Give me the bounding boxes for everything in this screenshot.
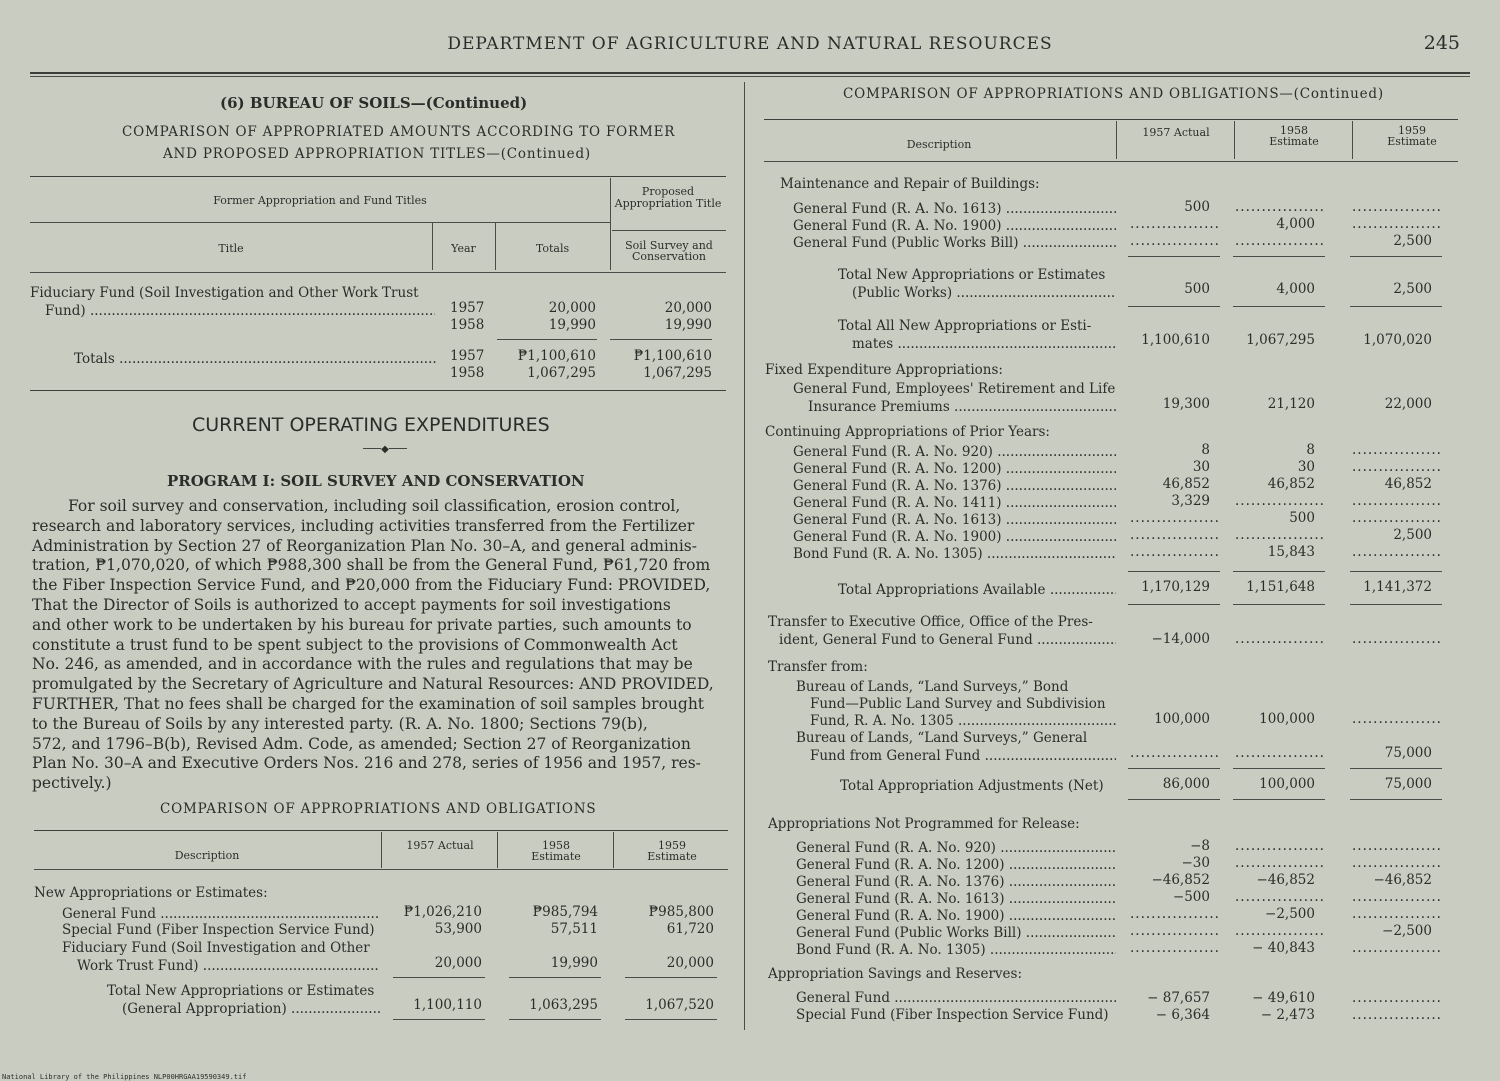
table1-top-rule [30, 176, 726, 177]
table2-row-label: Fiduciary Fund (Soil Investigation and Other [62, 940, 370, 956]
table2-vrule [381, 832, 382, 868]
sum-rule [1233, 604, 1325, 605]
table2-sum-rule [509, 977, 601, 978]
table1-col-year: Year [451, 242, 476, 255]
empty-leader [1352, 459, 1440, 475]
table1-head-former: Former Appropriation and Fund Titles [213, 194, 427, 207]
value-cell: 4,000 [1276, 216, 1315, 232]
right-vrule [1116, 121, 1117, 159]
table1-soil-value: 20,000 [664, 300, 712, 316]
sum-rule [1128, 306, 1220, 307]
body-line: the Fiber Inspection Service Fund, and ₱20,000 from the Fiduciary Fund: PROVIDED, [32, 576, 711, 595]
row-label: Fund—Public Land Survey and Subdivision [810, 696, 1106, 712]
value-cell: 1,151,648 [1246, 579, 1315, 595]
right-head-bottom-rule [764, 161, 1458, 162]
value-cell: 15,843 [1267, 544, 1315, 560]
value-cell: 75,000 [1384, 776, 1432, 792]
table1-year: 1958 [450, 317, 485, 333]
row-label: General Fund (R. A. No. 1376) ..... [796, 874, 1116, 890]
empty-leader [1235, 631, 1323, 647]
value-cell: 500 [1289, 510, 1315, 526]
table1-total-value: ₱1,100,610 [517, 348, 596, 364]
sum-rule [1233, 256, 1325, 257]
value-cell: −500 [1172, 889, 1210, 905]
table1-mid-rule [30, 222, 610, 223]
body-line: For soil survey and conservation, including soil classification, erosion control, [68, 497, 681, 515]
row-label: Bond Fund (R. A. No. 1305) ..... [793, 546, 1116, 562]
table2-group-heading: New Appropriations or Estimates: [34, 885, 268, 901]
empty-leader [1352, 510, 1440, 526]
table2-row-label: General Fund ..... [62, 906, 380, 922]
row-label: Total Appropriation Adjustments (Net) [840, 778, 1104, 794]
comparison2-title: COMPARISON OF APPROPRIATIONS AND OBLIGATIONS [160, 801, 597, 817]
table2-row-label: Special Fund (Fiber Inspection Service Fund) [62, 922, 375, 938]
comparison-title-2: AND PROPOSED APPROPRIATION TITLES—(Continued) [163, 146, 591, 162]
value-cell: 8 [1306, 442, 1315, 458]
body-line: pectively.) [32, 774, 112, 793]
empty-leader [1130, 745, 1218, 761]
row-label: Bond Fund (R. A. No. 1305) ..... [796, 942, 1116, 958]
table1-year: 1958 [450, 365, 485, 381]
row-label: General Fund (R. A. No. 1900) ..... [793, 529, 1116, 545]
table2-sum-rule [625, 1019, 717, 1020]
right-col-1957: 1957 Actual [1142, 126, 1210, 139]
body-line: to the Bureau of Soils by any interested party. (R. A. No. 1800; Sections 79(b), [32, 714, 648, 733]
value-cell: −46,852 [1151, 872, 1210, 888]
empty-leader [1352, 199, 1440, 215]
empty-leader [1235, 889, 1323, 905]
right-col-1958: 1958 Estimate [1269, 124, 1319, 148]
table2-value: 1,063,295 [529, 997, 598, 1013]
value-cell: 8 [1201, 442, 1210, 458]
value-cell: 46,852 [1384, 476, 1432, 492]
table1-year: 1957 [450, 348, 485, 364]
table2-head-bottom-rule [34, 869, 728, 870]
empty-leader [1352, 631, 1440, 647]
value-cell: 2,500 [1393, 281, 1432, 297]
empty-leader [1130, 510, 1218, 526]
row-label: Transfer from: [768, 659, 868, 675]
table1-sum-rule2 [610, 339, 712, 340]
value-cell: − 2,473 [1260, 1007, 1315, 1023]
row-label: (Public Works) ..... [852, 285, 1116, 301]
ornament-divider: ───◆─── [363, 444, 407, 455]
value-cell: 1,141,372 [1363, 579, 1432, 595]
table2-sum-rule [509, 1019, 601, 1020]
row-label: Special Fund (Fiber Inspection Service Fund) [796, 1007, 1109, 1023]
value-cell: 2,500 [1393, 233, 1432, 249]
table1-total-value: 20,000 [548, 300, 596, 316]
empty-leader [1352, 442, 1440, 458]
value-cell: 3,329 [1171, 493, 1210, 509]
value-cell: 100,000 [1154, 711, 1210, 727]
empty-leader [1352, 544, 1440, 560]
value-cell: 22,000 [1384, 396, 1432, 412]
row-label: General Fund (R. A. No. 1200) ..... [796, 857, 1116, 873]
value-cell: 1,067,295 [1246, 332, 1315, 348]
page-number: 245 [1423, 32, 1460, 54]
row-label: General Fund (R. A. No. 1900) ..... [796, 908, 1116, 924]
body-line: No. 246, as amended, and in accordance with the rules and regulations that may be [32, 655, 693, 674]
value-cell: 100,000 [1259, 711, 1315, 727]
sum-rule [1233, 306, 1325, 307]
row-label: General Fund, Employees' Retirement and Life [793, 381, 1116, 397]
value-cell: − 6,364 [1155, 1007, 1210, 1023]
right-table-top-rule [764, 119, 1458, 120]
row-label: General Fund (R. A. No. 1411) ..... [793, 495, 1116, 511]
right-col-desc: Description [906, 138, 972, 151]
right-col-1959: 1959 Estimate [1387, 124, 1437, 148]
value-cell: 19,300 [1162, 396, 1210, 412]
empty-leader [1235, 527, 1323, 543]
row-label: General Fund (Public Works Bill) ..... [793, 235, 1116, 251]
table2-sum-rule [393, 977, 485, 978]
body-line: Plan No. 30–A and Executive Orders Nos. 216 and 278, series of 1956 and 1957, res- [32, 754, 701, 773]
row-label: General Fund (R. A. No. 1900) ..... [793, 218, 1116, 234]
right-vrule [1234, 121, 1235, 159]
table2-sum-rule [625, 977, 717, 978]
table1-total-value: 19,990 [548, 317, 596, 333]
value-cell: 100,000 [1259, 776, 1315, 792]
value-cell: 1,100,610 [1141, 332, 1210, 348]
value-cell: 2,500 [1393, 527, 1432, 543]
table2-value: ₱985,794 [532, 904, 598, 920]
value-cell: 1,170,129 [1141, 579, 1210, 595]
table2-value: 20,000 [434, 955, 482, 971]
empty-leader [1235, 745, 1323, 761]
sum-rule [1350, 604, 1442, 605]
empty-leader [1130, 233, 1218, 249]
row-label: Transfer to Executive Office, Office of the Pres- [768, 614, 1093, 630]
value-cell: −14,000 [1151, 631, 1210, 647]
right-vrule [1352, 121, 1353, 159]
table2-vrule [613, 832, 614, 868]
value-cell: − 40,843 [1252, 940, 1315, 956]
empty-leader [1352, 906, 1440, 922]
table1-soil-value: 19,990 [664, 317, 712, 333]
empty-leader [1352, 711, 1440, 727]
value-cell: 86,000 [1162, 776, 1210, 792]
value-cell: 21,120 [1267, 396, 1315, 412]
value-cell: − 87,657 [1147, 990, 1210, 1006]
row-label: mates ..... [852, 336, 1116, 352]
body-line: research and laboratory services, including activities transferred from the Fertilizer [32, 516, 695, 535]
value-cell: −8 [1190, 838, 1210, 854]
row-label: General Fund (R. A. No. 1376) ..... [793, 478, 1116, 494]
row-label: Total Appropriations Available ..... [838, 582, 1116, 598]
row-label: ident, General Fund to General Fund ..... [779, 632, 1116, 648]
value-cell: 30 [1192, 459, 1210, 475]
value-cell: 46,852 [1162, 476, 1210, 492]
section-title: (6) BUREAU OF SOILS—(Continued) [220, 94, 528, 112]
table2-value: 53,900 [434, 921, 482, 937]
row-label: Insurance Premiums ..... [808, 399, 1116, 415]
value-cell: −46,852 [1373, 872, 1432, 888]
sum-rule [1350, 256, 1442, 257]
right-table-title: COMPARISON OF APPROPRIATIONS AND OBLIGATIONS—(Continued) [843, 86, 1384, 102]
sum-rule [1128, 604, 1220, 605]
table1-sum-rule [497, 339, 597, 340]
row-label: Total New Appropriations or Estimates [838, 267, 1106, 283]
table1-row-label: Fiduciary Fund (Soil Investigation and Other Work Trust [30, 285, 419, 301]
header-rule [30, 72, 1470, 74]
table1-col-totals: Totals [535, 242, 570, 255]
value-cell: 75,000 [1384, 745, 1432, 761]
table1-head-proposed: Proposed Appropriation Title [614, 185, 722, 210]
comparison-title-1: COMPARISON OF APPROPRIATED AMOUNTS ACCORDING TO FORMER [122, 124, 676, 140]
row-label: Fund from General Fund ..... [810, 748, 1116, 764]
table2-value: 61,720 [666, 921, 714, 937]
body-line: tration, ₱1,070,020, of which ₱988,300 shall be from the General Fund, ₱61,720 from [32, 556, 711, 575]
empty-leader [1130, 216, 1218, 232]
body-line: Administration by Section 27 of Reorganization Plan No. 30–A, and general adminis- [32, 536, 697, 555]
table2-col-1957: 1957 Actual [406, 839, 474, 852]
row-label: General Fund ..... [796, 990, 1116, 1006]
empty-leader [1130, 906, 1218, 922]
row-label: General Fund (R. A. No. 920) ..... [796, 840, 1116, 856]
empty-leader [1130, 923, 1218, 939]
table1-totals-label: Totals ..... [74, 351, 436, 367]
table1-row-label2: Fund) ..... [45, 303, 435, 319]
page-header: DEPARTMENT OF AGRICULTURE AND NATURAL RESOURCES [447, 34, 1053, 54]
sum-rule [1128, 799, 1220, 800]
row-label: General Fund (R. A. No. 1613) ..... [793, 201, 1116, 217]
table2-value: 57,511 [550, 921, 598, 937]
row-label: Appropriation Savings and Reserves: [768, 966, 1023, 982]
row-label: General Fund (R. A. No. 920) ..... [793, 444, 1116, 460]
value-cell: −30 [1181, 855, 1210, 871]
empty-leader [1130, 940, 1218, 956]
table2-total-label: Total New Appropriations or Estimates [107, 983, 375, 999]
value-cell: 500 [1184, 281, 1210, 297]
row-label: Fund, R. A. No. 1305 ..... [810, 713, 1116, 729]
row-label: General Fund (R. A. No. 1200) ..... [793, 461, 1116, 477]
value-cell: 30 [1297, 459, 1315, 475]
table1-mid-rule2 [612, 230, 726, 231]
row-label: Maintenance and Repair of Buildings: [780, 176, 1040, 192]
sum-rule [1350, 768, 1442, 769]
body-line: constitute a trust fund to be spent subject to the provisions of Commonwealth Act [32, 635, 678, 654]
empty-leader [1352, 855, 1440, 871]
value-cell: −46,852 [1256, 872, 1315, 888]
empty-leader [1130, 544, 1218, 560]
sum-rule [1350, 306, 1442, 307]
header-rule-thin [30, 76, 1470, 77]
row-label: General Fund (R. A. No. 1613) ..... [793, 512, 1116, 528]
table1-head-bottom-rule [30, 272, 726, 273]
row-label: Continuing Appropriations of Prior Years: [765, 424, 1050, 440]
table2-row-label2: Work Trust Fund) ..... [77, 958, 380, 974]
value-cell: 500 [1184, 199, 1210, 215]
value-cell: − 49,610 [1252, 990, 1315, 1006]
empty-leader [1352, 940, 1440, 956]
table2-vrule [497, 832, 498, 868]
table2-top-rule [34, 830, 728, 831]
value-cell: 46,852 [1267, 476, 1315, 492]
empty-leader [1352, 493, 1440, 509]
table2-value: 1,100,110 [413, 997, 482, 1013]
empty-leader [1352, 889, 1440, 905]
table2-col-1958: 1958 Estimate [531, 839, 581, 863]
table1-soil-value: 1,067,295 [643, 365, 712, 381]
empty-leader [1235, 855, 1323, 871]
table1-col-title: Title [218, 242, 244, 255]
sum-rule [1233, 768, 1325, 769]
table1-col-soil: Soil Survey and Conservation [625, 239, 713, 263]
row-label: Appropriations Not Programmed for Release: [768, 816, 1080, 832]
value-cell: 4,000 [1276, 281, 1315, 297]
table2-value: ₱1,026,210 [403, 904, 482, 920]
empty-leader [1235, 199, 1323, 215]
table2-value: ₱985,800 [648, 904, 714, 920]
row-label: General Fund (Public Works Bill) ..... [796, 925, 1116, 941]
table2-value: 20,000 [666, 955, 714, 971]
table1-soil-value: ₱1,100,610 [633, 348, 712, 364]
empty-leader [1235, 923, 1323, 939]
sum-rule [1233, 799, 1325, 800]
body-line: That the Director of Soils is authorized to accept payments for soil investigations [32, 595, 671, 614]
row-label: General Fund (R. A. No. 1613) ..... [796, 891, 1116, 907]
body-line: FURTHER, That no fees shall be charged for the examination of soil samples brought [32, 694, 705, 713]
sum-rule [1128, 768, 1220, 769]
sum-rule [1233, 571, 1325, 572]
empty-leader [1352, 216, 1440, 232]
table1-vrule [610, 178, 611, 270]
program-heading: PROGRAM I: SOIL SURVEY AND CONSERVATION [167, 472, 585, 490]
empty-leader [1130, 527, 1218, 543]
current-operating-heading: CURRENT OPERATING EXPENDITURES [192, 414, 550, 436]
body-line: promulgated by the Secretary of Agriculture and Natural Resources: AND PROVIDED, [32, 675, 714, 694]
empty-leader [1235, 493, 1323, 509]
sum-rule [1128, 571, 1220, 572]
row-label: Fixed Expenditure Appropriations: [765, 362, 1003, 378]
table2-value: 19,990 [550, 955, 598, 971]
table1-bottom-rule [30, 390, 726, 391]
empty-leader [1352, 990, 1440, 1006]
value-cell: −2,500 [1265, 906, 1315, 922]
table2-value: 1,067,520 [645, 997, 714, 1013]
body-line: 572, and 1796–B(b), Revised Adm. Code, as amended; Section 27 of Reorganization [32, 734, 691, 753]
sum-rule [1350, 571, 1442, 572]
value-cell: −2,500 [1382, 923, 1432, 939]
program-body-text [32, 497, 728, 794]
footer-caption: National Library of the Philippines NLP00HRGAA19590349.tif [2, 1073, 247, 1081]
empty-leader [1235, 838, 1323, 854]
table2-col-1959: 1959 Estimate [647, 839, 697, 863]
value-cell: 1,070,020 [1363, 332, 1432, 348]
row-label: Total All New Appropriations or Esti- [838, 318, 1092, 334]
sum-rule [1350, 799, 1442, 800]
table2-total-label2: (General Appropriation) ..... [122, 1001, 380, 1017]
row-label: Bureau of Lands, “Land Surveys,” Bond [796, 679, 1069, 695]
empty-leader [1352, 838, 1440, 854]
row-label: Bureau of Lands, “Land Surveys,” General [796, 730, 1088, 746]
sum-rule [1128, 256, 1220, 257]
column-divider [744, 82, 745, 1030]
body-line: and other work to be undertaken by his bureau for private parties, such amounts to [32, 615, 692, 634]
table1-year: 1957 [450, 300, 485, 316]
table2-col-desc: Description [174, 849, 240, 862]
table1-total-value: 1,067,295 [527, 365, 596, 381]
empty-leader [1352, 1007, 1440, 1023]
table2-sum-rule [393, 1019, 485, 1020]
empty-leader [1235, 233, 1323, 249]
